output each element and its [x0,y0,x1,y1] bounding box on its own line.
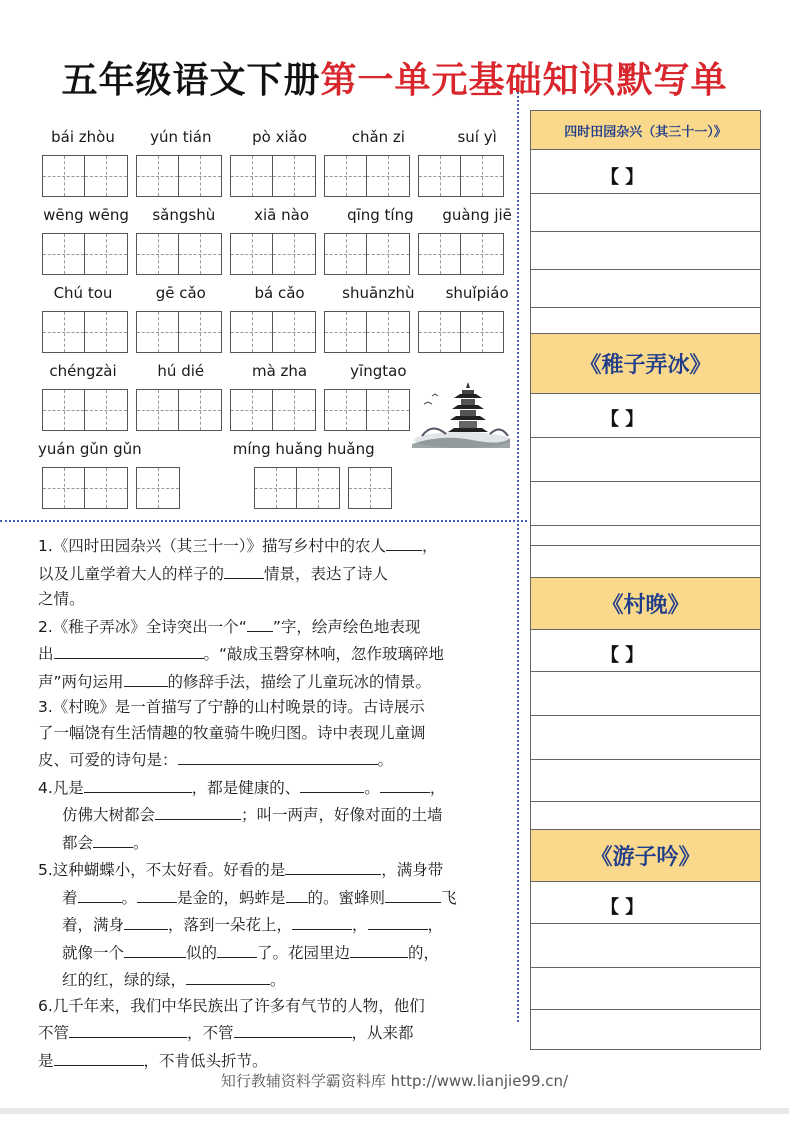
answer-blank[interactable] [380,774,430,793]
pinyin: mà zha [251,362,308,380]
pinyin: yīngtao [350,362,407,380]
answer-blank[interactable] [93,829,133,848]
answer-blank[interactable] [247,613,273,632]
question-4: 4.凡是 ，都是健康的、 。 ， 仿佛大树都会 ；叫一两声，好像对面的土墙 都会 。 [38,774,506,857]
answer-blank[interactable] [234,1019,352,1038]
writing-box[interactable] [324,311,410,353]
answer-blank[interactable] [386,532,422,551]
pinyin: xiā nào [254,206,309,224]
title-part-1: 五年级语文下册 [61,60,321,101]
pinyin: gē cǎo [155,284,206,302]
answer-blank[interactable] [69,1019,187,1038]
question-2: 2.《稚子弄冰》全诗突出一个“ ”字，绘声绘色地表现 出 。“敲成玉磬穿林响，忽作玻璃碎地 声”两句运用 的修辞手法，描绘了儿童玩冰的情景。 [38,613,506,696]
pinyin: chǎn zi [351,128,405,146]
pinyin: bái zhòu [51,128,115,146]
writing-box[interactable] [418,311,504,353]
answer-blank[interactable] [368,911,428,930]
pinyin: sǎngshù [152,206,216,224]
question-5: 5.这种蝴蝶小，不太好看。好看的是 ，满身带 着 。 是金的，蚂蚱是 的。蜜蜂则 飞 着，满身 ，落到一朵花上， ， ， 就像一个 似的 了。花园里边 的， 红的红，绿的绿， 。 [38,856,506,994]
pinyin-row-3 [38,284,523,304]
questions-section [38,532,506,1074]
pinyin: pò xiǎo [252,128,307,146]
writing-box[interactable] [136,233,222,275]
pinyin: shuǐpiáo [445,284,509,302]
pinyin: shuānzhù [342,284,415,302]
pinyin: yún tián [150,128,212,146]
answer-blank[interactable] [300,774,364,793]
answer-blank[interactable] [54,640,204,659]
writing-box[interactable] [418,155,504,197]
pinyin: guàng jiē [442,206,512,224]
answer-blank[interactable] [224,560,264,579]
writing-box[interactable] [136,311,222,353]
answer-blank[interactable] [124,939,186,958]
dictation-panel [530,110,761,1050]
pinyin-row-2 [38,206,523,226]
author-bracket[interactable]: 【 】 [601,167,644,188]
writing-box[interactable] [42,467,128,509]
writing-box[interactable] [42,233,128,275]
writing-box[interactable] [230,233,316,275]
answer-blank[interactable] [385,884,441,903]
vertical-divider [517,92,519,1022]
writing-box[interactable] [418,233,504,275]
answer-blank[interactable] [186,966,270,985]
answer-blank[interactable] [285,856,381,875]
pinyin: suí yì [457,128,497,146]
writing-box[interactable] [136,467,180,509]
author-bracket[interactable]: 【 】 [601,645,644,666]
answer-blank[interactable] [54,1047,144,1066]
answer-blank[interactable] [78,884,122,903]
writing-box[interactable] [42,155,128,197]
writing-box[interactable] [324,155,410,197]
writing-box[interactable] [42,311,128,353]
question-1: 1.《四时田园杂兴（其三十一）》描写乡村中的农人 ， 以及儿童学着大人的样子的 情景，表达了诗人 之情。 [38,532,506,613]
answer-blank[interactable] [292,911,352,930]
author-bracket[interactable]: 【 】 [601,897,644,918]
writing-box[interactable] [136,155,222,197]
poem-header-2: 《稚子弄冰》 [531,333,760,393]
bottom-bar [0,1108,789,1114]
answer-blank[interactable] [178,746,378,765]
pinyin: qīng tíng [347,206,414,224]
question-6: 6.几千年来，我们中华民族出了许多有气节的人物，他们 不管 ，不管 ，从来都 是 ，不肯低头折节。 [38,996,425,1070]
title-part-2: 第一单元基础知识默写单 [320,60,728,101]
answer-blank[interactable] [137,884,177,903]
answer-blank[interactable] [286,884,308,903]
pinyin: chéngzài [49,362,117,380]
pinyin: bá cǎo [254,284,305,302]
pinyin-row-5 [38,440,403,460]
answer-blank[interactable] [350,939,408,958]
answer-blank[interactable] [124,911,168,930]
poem-header-4: 《游子吟》 [531,829,760,881]
pinyin: Chú tou [53,284,113,302]
writing-box[interactable] [230,389,316,431]
poem-header-3: 《村晚》 [531,577,760,629]
answer-blank[interactable] [124,668,168,687]
answer-blank[interactable] [155,801,241,820]
writing-box[interactable] [42,389,128,431]
pagoda-illustration [402,378,512,458]
answer-blank[interactable] [84,774,192,793]
writing-box[interactable] [324,233,410,275]
pinyin-row-4 [38,362,426,382]
writing-box[interactable] [136,389,222,431]
pinyin: yuán gǔn gǔn [38,440,142,458]
author-bracket[interactable]: 【 】 [601,409,644,430]
writing-box[interactable] [230,155,316,197]
question-3: 3.《村晚》是一首描写了宁静的山村晚景的诗。古诗展示 了一幅饶有生活情趣的牧童骑牛晚归图。诗中表现儿童调 皮、可爱的诗句是： 。 [38,698,426,769]
footer-watermark: 知行教辅资料学霸资料库 http://www.lianjie99.cn/ [220,1072,569,1090]
pinyin-row-1 [38,128,523,148]
pinyin: wēng wēng [43,206,129,224]
answer-blank[interactable] [217,939,257,958]
poem-header-1: 四时田园杂兴（其三十一）》 [531,111,760,149]
pinyin: míng huǎng huǎng [232,440,375,458]
pinyin: hú dié [157,362,205,380]
page-title [0,52,789,103]
writing-box[interactable] [230,311,316,353]
writing-box[interactable] [348,467,392,509]
writing-box[interactable] [324,389,410,431]
horizontal-divider [0,520,527,522]
writing-box[interactable] [254,467,340,509]
